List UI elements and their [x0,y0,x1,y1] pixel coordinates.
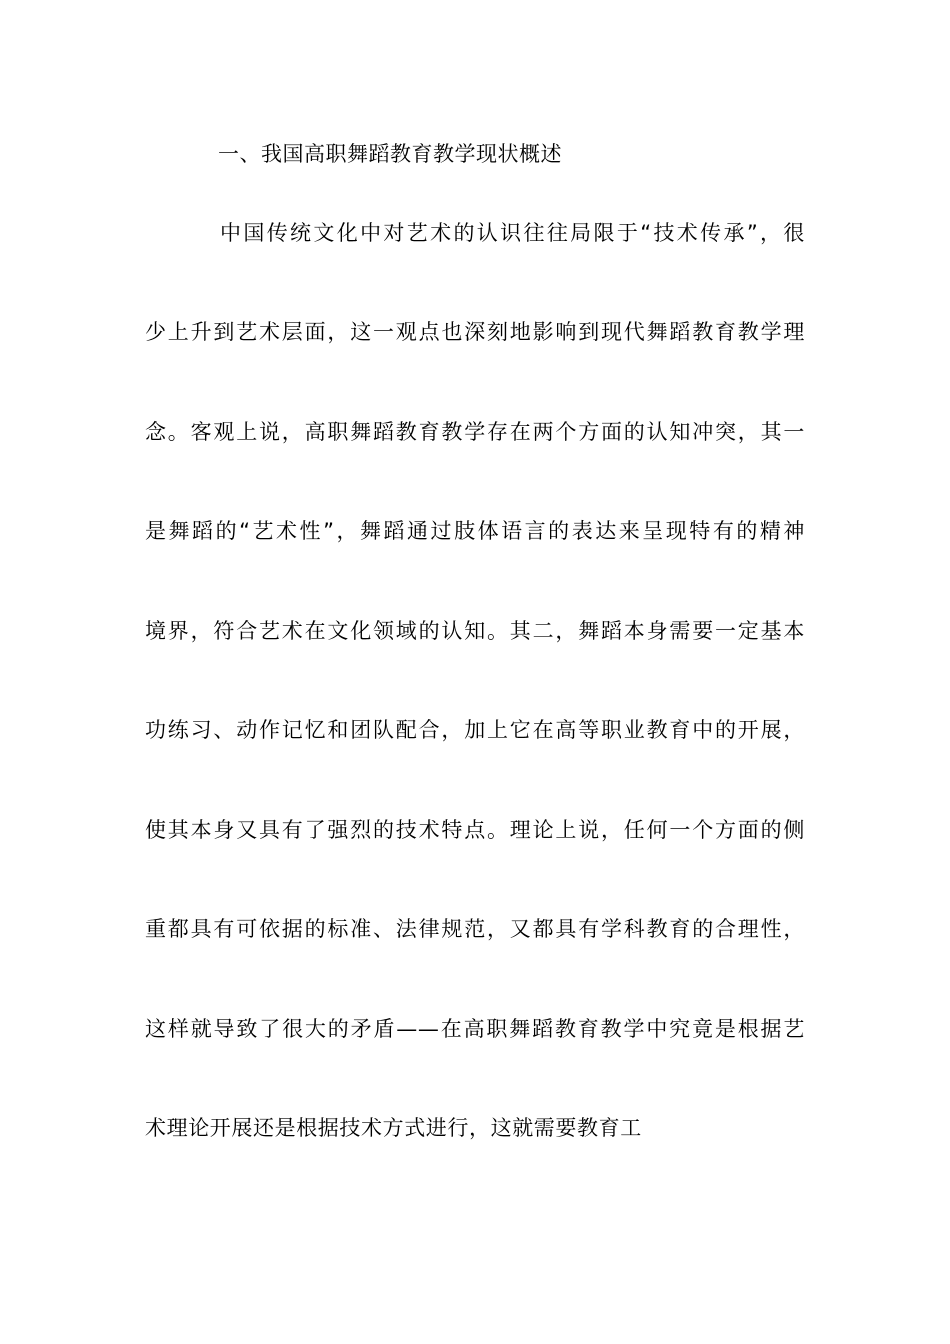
paragraph-line: 念。客观上说，高职舞蹈教育教学存在两个方面的认知冲突，其一 [145,420,805,444]
paragraph-line: 境界，符合艺术在文化领域的认知。其二，舞蹈本身需要一定基本 [145,619,805,643]
paragraph-line: 少上升到艺术层面，这一观点也深刻地影响到现代舞蹈教育教学理 [145,320,805,344]
paragraph-line: 重都具有可依据的标准、法律规范，又都具有学科教育的合理性， [145,917,805,941]
paragraph-line: 使其本身又具有了强烈的技术特点。理论上说，任何一个方面的侧 [145,818,805,842]
paragraph-line: 是舞蹈的“艺术性”，舞蹈通过肢体语言的表达来呈现特有的精神 [145,519,805,543]
paragraph-line: 术理论开展还是根据技术方式进行，这就需要教育工 [145,1116,642,1140]
paragraph-line: 这样就导致了很大的矛盾——在高职舞蹈教育教学中究竟是根据艺 [145,1017,805,1041]
paragraph-line: 功练习、动作记忆和团队配合，加上它在高等职业教育中的开展， [145,718,805,742]
paragraph-line: 中国传统文化中对艺术的认识往往局限于“技术传承”，很 [220,221,805,245]
section-heading: 一、我国高职舞蹈教育教学现状概述 [218,142,562,166]
